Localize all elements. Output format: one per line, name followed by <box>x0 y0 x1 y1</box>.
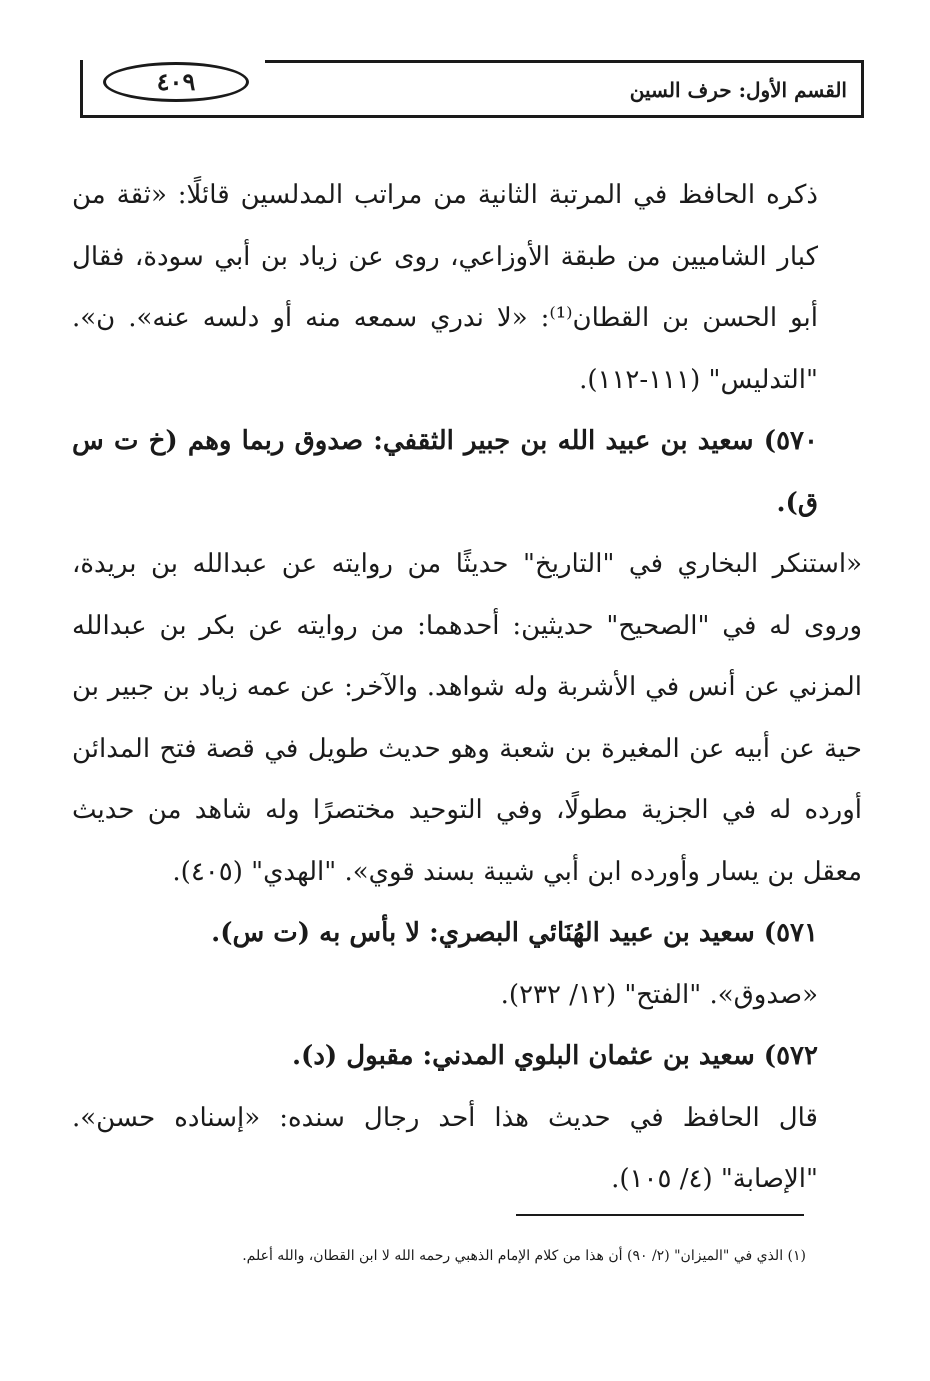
paragraph: «استنكر البخاري في "التاريخ" حديثًا من روايته عن عبدالله بن بريدة، وروى له في "الصحيح" حديثين: أحدهما: من روايته عن بكر بن عبدالله المزني عن أنس في الأشربة وله شواهد. والآخر: عن عمه زياد بن جبير بن حية عن أبيه عن المغيرة بن شعبة وهو حديث طويل في قصة فتح المدائن أورده له في الجزية مطولًا، وفي التوحيد مختصرًا وله شاهد من حديث معقل بن يسار وأورده ابن أبي شيبة بسند قوي». "الهدي" (٤٠٥). <box>72 549 862 887</box>
narrator-entry-572: ٥٧٢) سعيد بن عثمان البلوي المدني: مقبول (د). <box>291 1041 818 1071</box>
paragraph: قال الحافظ في حديث هذا أحد رجال سنده: «إسناده حسن». "الإصابة" (٤/ ١٠٥). <box>72 1102 818 1194</box>
running-title: القسم الأول: حرف السين <box>629 78 847 102</box>
narrator-entry-571: ٥٧١) سعيد بن عبيد الهُنَائي البصري: لا بأس به (ت س). <box>211 918 818 948</box>
header-rule <box>265 60 861 63</box>
page-header <box>80 60 864 118</box>
narrator-entry-570: ٥٧٠) سعيد بن عبيد الله بن جبير الثقفي: صدوق ربما وهم (خ ت س ق). <box>72 426 818 518</box>
main-text <box>72 165 862 1211</box>
page-number-badge: ٤٠٩ <box>103 62 249 102</box>
paragraph: «صدوق». "الفتح" (١٢/ ٢٣٢). <box>500 979 818 1010</box>
footnote: (١) الذي في "الميزان" (٢/ ٩٠) أن هذا من كلام الإمام الذهبي رحمه الله لا ابن القطان، والله أعلم. <box>242 1248 806 1264</box>
paragraph: ذكره الحافظ في المرتبة الثانية من مراتب المدلسين قائلًا: «ثقة من كبار الشاميين من طبقة الأوزاعي، روى عن زياد بن أبي سودة، فقال أبو الحسن بن القطان⁽¹⁾: «لا ندري سمعه منه أو دلسه عنه». ن». "التدليس" (١١١-١١٢). <box>72 180 818 395</box>
footnote-divider <box>516 1214 804 1216</box>
